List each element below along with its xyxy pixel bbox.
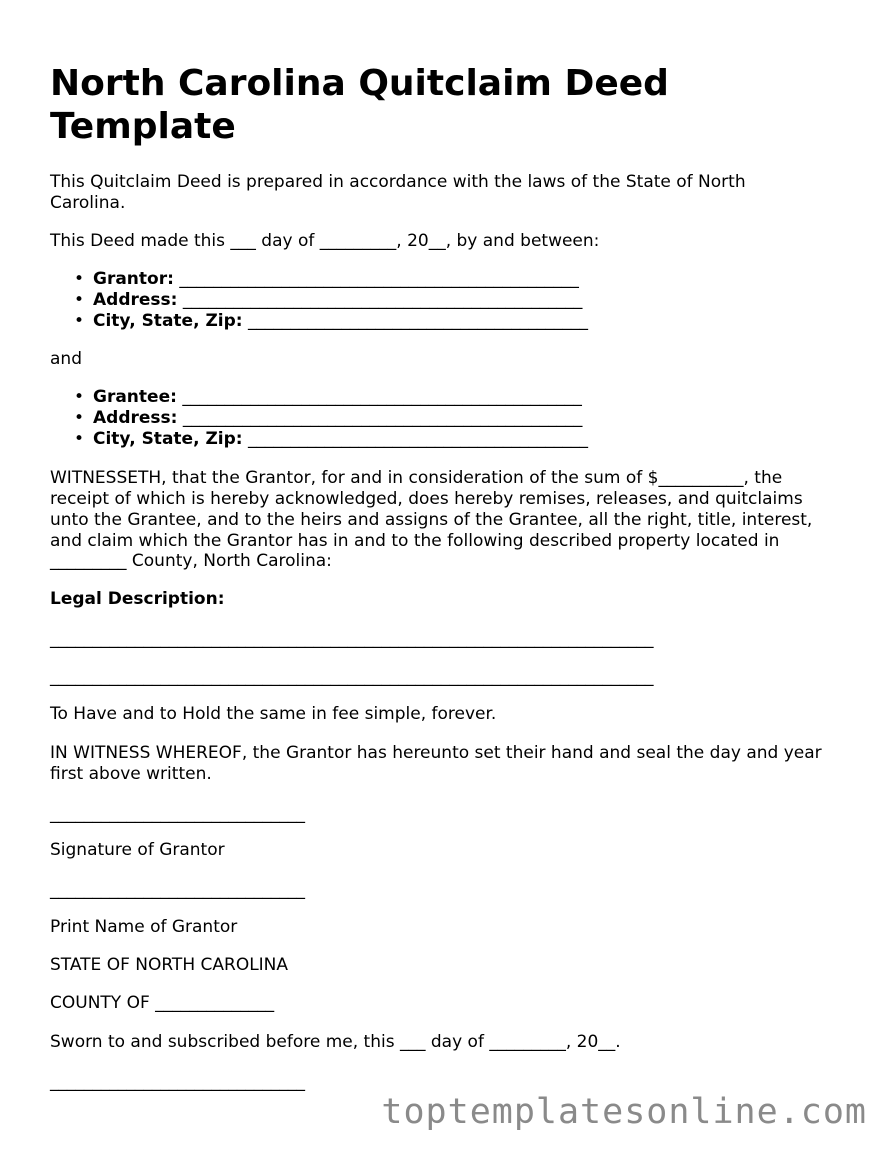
- grantee-name-field: [93, 387, 588, 408]
- and-text: and: [50, 349, 82, 369]
- witnesseth-line-2: receipt of which is hereby acknowledged, does hereby remises, releases, and quitclaims: [50, 489, 803, 509]
- legal-description-label: Legal Description:: [50, 589, 225, 609]
- document-title: North Carolina Quitclaim Deed Template: [50, 63, 669, 147]
- field-label: City, State, Zip:: [93, 311, 243, 331]
- field-label: Grantor:: [93, 269, 174, 289]
- field-blank: ________________________________________: [247, 429, 588, 449]
- in-witness-line-2: first above written.: [50, 764, 212, 784]
- grantee-list: [50, 387, 588, 450]
- witnesseth-line-3: unto the Grantee, and to the heirs and assigns of the Grantee, all the right, title, interest,: [50, 510, 813, 530]
- watermark: toptemplatesonline.com: [381, 1092, 867, 1132]
- in-witness-line-1: IN WITNESS WHEREOF, the Grantor has hereunto set their hand and seal the day and year: [50, 743, 822, 763]
- county-line: COUNTY OF ______________: [50, 993, 275, 1013]
- grantee-address-field: [93, 408, 588, 429]
- field-label: Address:: [93, 290, 178, 310]
- intro-line-2: Carolina.: [50, 193, 126, 213]
- habendum-clause: To Have and to Hold the same in fee simple, forever.: [50, 704, 497, 724]
- witnesseth-line-4: and claim which the Grantor has in and to the following described property located in: [50, 531, 780, 551]
- sworn-line: Sworn to and subscribed before me, this ___ day of _________, 20__.: [50, 1032, 621, 1052]
- deed-made-line: This Deed made this ___ day of _________, 20__, by and between:: [50, 231, 600, 251]
- grantor-list: [50, 269, 588, 332]
- field-label: Address:: [93, 408, 178, 428]
- field-blank: _______________________________________________: [182, 408, 583, 428]
- print-name-line: ______________________________: [50, 880, 305, 900]
- legal-description-line-1: _______________________________________________________________________: [50, 629, 654, 649]
- field-label: City, State, Zip:: [93, 429, 243, 449]
- intro-line-1: This Quitclaim Deed is prepared in accordance with the laws of the State of North: [50, 172, 746, 192]
- field-label: Grantee:: [93, 387, 177, 407]
- field-blank: _______________________________________________: [182, 387, 582, 407]
- witnesseth-line-5: _________ County, North Carolina:: [50, 551, 332, 571]
- grantor-city-state-zip-field: [93, 311, 588, 332]
- print-name-label: Print Name of Grantor: [50, 917, 238, 937]
- field-blank: _______________________________________________: [179, 269, 579, 289]
- grantor-name-field: [93, 269, 588, 290]
- witnesseth-line-1: WITNESSETH, that the Grantor, for and in consideration of the sum of $__________, the: [50, 468, 783, 488]
- legal-description-line-2: _______________________________________________________________________: [50, 667, 654, 687]
- field-blank: _______________________________________________: [182, 290, 583, 310]
- state-line: STATE OF NORTH CAROLINA: [50, 955, 289, 975]
- notary-signature-line: ______________________________: [50, 1072, 305, 1092]
- signature-line: ______________________________: [50, 804, 305, 824]
- grantee-city-state-zip-field: [93, 429, 588, 450]
- grantor-address-field: [93, 290, 588, 311]
- field-blank: ________________________________________: [247, 311, 588, 331]
- signature-label: Signature of Grantor: [50, 840, 225, 860]
